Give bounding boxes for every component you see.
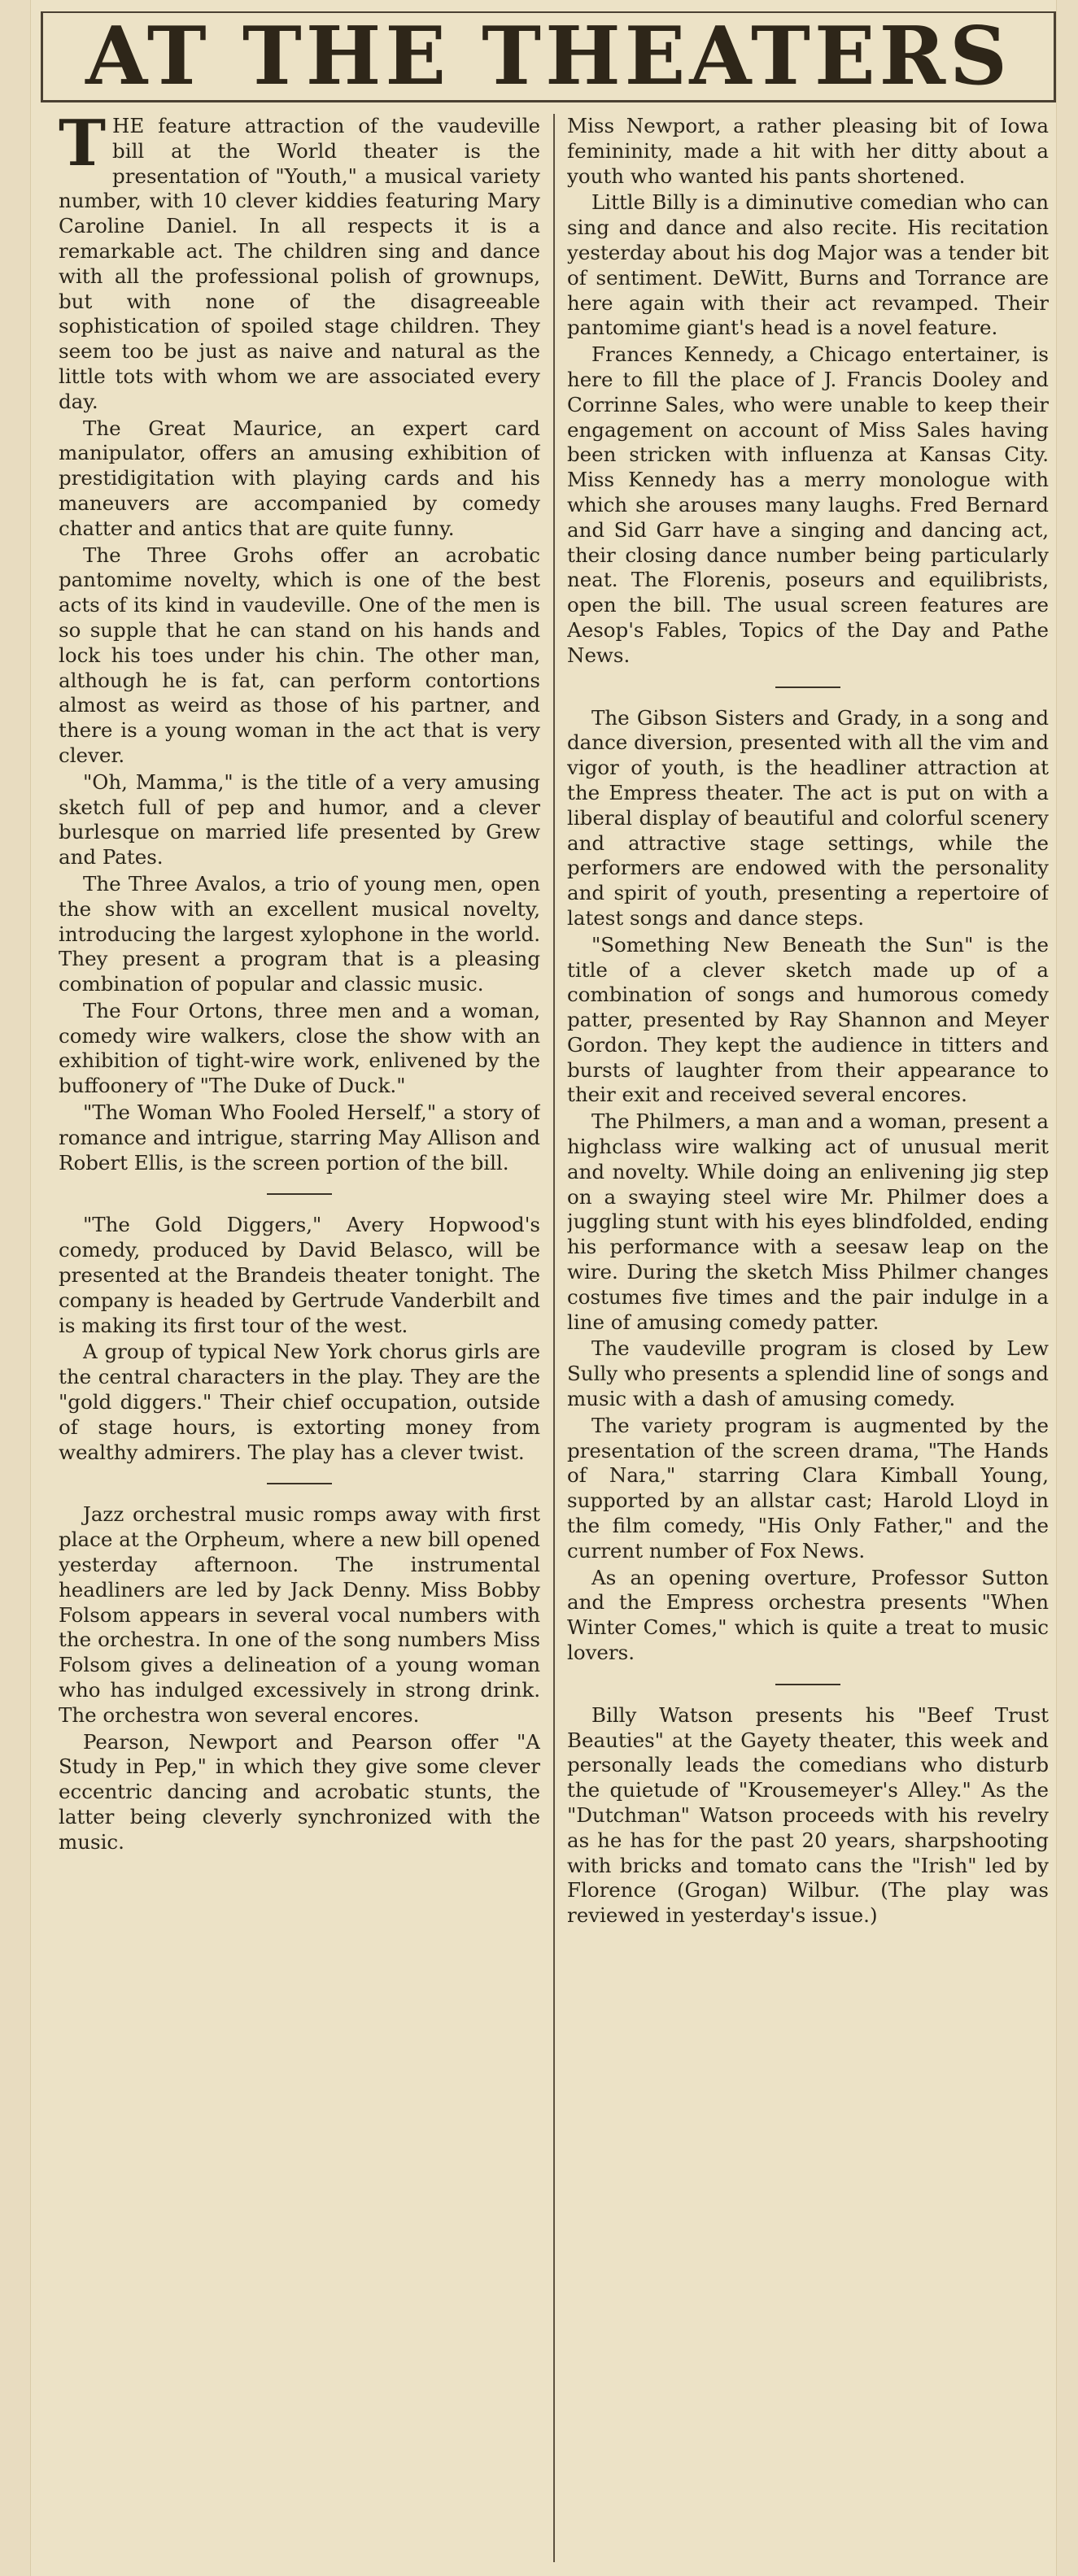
drop-cap: T	[59, 114, 107, 181]
left-column	[59, 114, 540, 2562]
paragraph-text: HE feature attraction of the vaudeville bill at the World theater is the presentation of "Youth," a musical variety number, with 10 clever kiddies featuring Mary Caroline Daniel. In all respects it is a remarkable act. The children sing and dance with all the professional polish of grownups, but with none of the disagreeable sophistication of spoiled stage children. They seem too be just as naive and natural as the little tots with whom we are associated every day.	[59, 114, 540, 413]
article-paragraph: Pearson, Newport and Pearson offer "A Study in Pep," in which they give some clever eccentric dancing and acrobatic stunts, the latter being cleverly synchronized with the music.	[59, 1729, 540, 1854]
article-paragraph: Little Billy is a diminutive comedian who can sing and dance and also recite. His recitation yesterday about his dog Major was a tender bit of sentiment. DeWitt, Burns and Torrance are here again with their act revamped. Their pantomime giant's head is a novel feature.	[567, 190, 1049, 340]
article-paragraph: The Philmers, a man and a woman, present a highclass wire walking act of unusual merit and novelty. While doing an enlivening jig step on a swaying steel wire Mr. Philmer does a juggling stunt with his eyes blindfolded, ending his performance with a seesaw leap on the wire. During the sketch Miss Philmer changes costumes five times and the pair indulge in a line of amusing comedy patter.	[567, 1109, 1049, 1334]
masthead	[41, 11, 1056, 102]
article-paragraph: As an opening overture, Professor Sutton and the Empress orchestra presents "When Winter Comes," which is quite a treat to music lovers.	[567, 1565, 1049, 1665]
right-column	[567, 114, 1049, 2562]
article-paragraph: A group of typical New York chorus girls are the central characters in the play. They are the "gold diggers." Their chief occupation, outside of stage hours, is extorting money from wealthy admirers. The play has a clever twist.	[59, 1340, 540, 1464]
article-paragraph: "The Woman Who Fooled Herself," a story of romance and intrigue, starring May Allison and Robert Ellis, is the screen portion of the bill.	[59, 1101, 540, 1175]
article-paragraph: Frances Kennedy, a Chicago entertainer, is here to fill the place of J. Francis Dooley and Corrinne Sales, who were unable to keep their engagement on account of Miss Sales having been stricken with influenza at Kansas City. Miss Kennedy has a merry monologue with which she arouses many laughs. Fred Bernard and Sid Garr have a singing and dancing act, their closing dance number being particularly neat. The Florenis, poseurs and equilibrists, open the bill. The usual screen features are Aesop's Fables, Topics of the Day and Pathe News.	[567, 342, 1049, 667]
section-divider	[267, 1193, 332, 1195]
article-paragraph: The Great Maurice, an expert card manipulator, offers an amusing exhibition of prestidigitation with playing cards and his maneuvers are accompanied by comedy chatter and antics that are quite funny.	[59, 416, 540, 540]
article-paragraph: "Something New Beneath the Sun" is the title of a clever sketch made up of a combination of songs and humorous comedy patter, presented by Ray Shannon and Meyer Gordon. They kept the audience in titters and bursts of laughter from their appearance to their exit and received several encores.	[567, 932, 1049, 1107]
column-rule	[553, 114, 555, 2562]
article-paragraph: The Four Ortons, three men and a woman, comedy wire walkers, close the show with an exhibition of tight-wire work, enlivened by the buffoonery of "The Duke of Duck."	[59, 998, 540, 1098]
section-divider	[775, 686, 840, 688]
article-paragraph: "The Gold Diggers," Avery Hopwood's comedy, produced by David Belasco, will be presented at the Brandeis theater tonight. The company is headed by Gertrude Vanderbilt and is making its first tour of the west.	[59, 1213, 540, 1337]
section-divider	[775, 1684, 840, 1685]
article-paragraph	[59, 114, 540, 415]
article-paragraph: Miss Newport, a rather pleasing bit of Iowa femininity, made a hit with her ditty about a youth who wanted his pants shortened.	[567, 114, 1049, 188]
article-paragraph: The vaudeville program is closed by Lew Sully who presents a splendid line of songs and music with a dash of amusing comedy.	[567, 1336, 1049, 1411]
article-paragraph: Jazz orchestral music romps away with first place at the Orpheum, where a new bill opened yesterday afternoon. The instrumental headliners are led by Jack Denny. Miss Bobby Folsom appears in several vocal numbers with the orchestra. In one of the song numbers Miss Folsom gives a delineation of a young woman who has indulged excessively in strong drink. The orchestra won several encores.	[59, 1502, 540, 1727]
page-title: AT THE THEATERS	[85, 10, 1011, 103]
article-paragraph: "Oh, Mamma," is the title of a very amusing sketch full of pep and humor, and a clever burlesque on married life presented by Grew and Pates.	[59, 769, 540, 870]
article-paragraph: The Three Avalos, a trio of young men, open the show with an excellent musical novelty, introducing the largest xylophone in the world. They present a program that is a pleasing combination of popular and classic music.	[59, 871, 540, 996]
article-paragraph: Billy Watson presents his "Beef Trust Beauties" at the Gayety theater, this week and personally leads the comedians who disturb the quietude of "Krousemeyer's Alley." As the "Dutchman" Watson proceeds with his revelry as he has for the past 20 years, sharpshooting with bricks and tomato cans the "Irish" led by Florence (Grogan) Wilbur. (The play was reviewed in yesterday's issue.)	[567, 1702, 1049, 1928]
article-paragraph: The Gibson Sisters and Grady, in a song and dance diversion, presented with all the vim and vigor of youth, is the headliner attraction at the Empress theater. The act is put on with a liberal display of beautiful and colorful scenery and attractive stage settings, while the performers are endowed with the personality and spirit of youth, presenting a repertoire of latest songs and dance steps.	[567, 705, 1049, 930]
article-paragraph: The Three Grohs offer an acrobatic pantomime novelty, which is one of the best acts of its kind in vaudeville. One of the men is so supple that he can stand on his hands and lock his toes under his chin. The other man, although he is fat, can perform contortions almost as weird as those of his partner, and there is a young woman in the act that is very clever.	[59, 543, 540, 767]
article-paragraph: The variety program is augmented by the presentation of the screen drama, "The Hands of Nara," starring Clara Kimball Young, supported by an allstar cast; Harold Lloyd in the film comedy, "His Only Father," and the current number of Fox News.	[567, 1413, 1049, 1563]
section-divider	[267, 1483, 332, 1484]
